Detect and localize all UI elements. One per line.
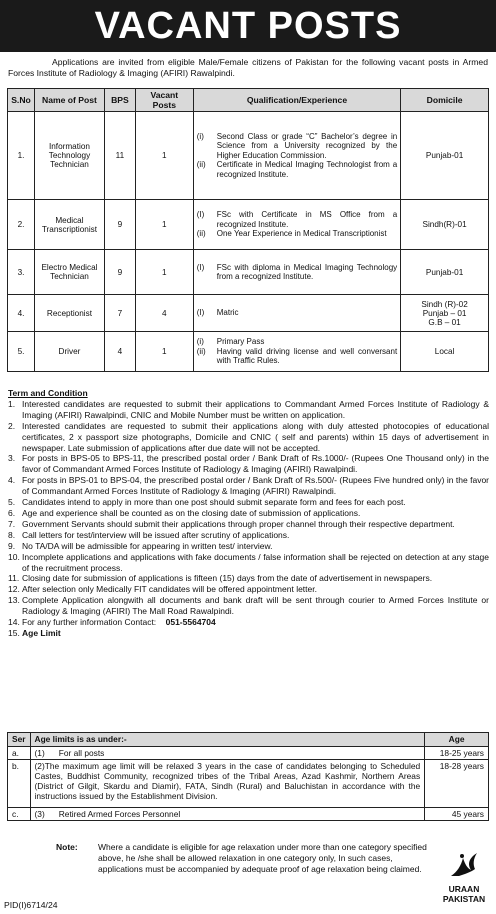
cell-sno: 2.	[8, 200, 35, 250]
term-item-age-limit: 15. Age Limit	[8, 627, 61, 638]
posts-table-header	[8, 89, 489, 112]
term-item	[8, 573, 489, 584]
term-text: No TA/DA will be admissible for appearing in written test/ interview.	[22, 540, 273, 551]
header-bps: BPS	[104, 89, 135, 112]
term-number: 6.	[8, 507, 16, 518]
cell-domicile: Local	[401, 332, 489, 372]
term-number: 12.	[8, 584, 20, 595]
term-text: Age and experience shall be counted as on the closing date of submission of applications.	[22, 507, 361, 518]
cell-post-name: Electro Medical Technician	[34, 250, 104, 295]
logo-line-1: URAAN	[448, 884, 480, 894]
logo-line-2: PAKISTAN	[442, 893, 486, 904]
table-row	[8, 808, 489, 821]
term-item	[8, 453, 489, 475]
table-row	[8, 332, 489, 372]
cell-domicile: Punjab-01	[401, 250, 489, 295]
note-text: Where a candidate is eligible for age relaxation under more than one category specified above, he /she shall be allowed relaxation in one category only, In such cases, applications must be accompanied by adequate proof of age relaxation being claimed.	[98, 842, 427, 874]
qualification-item: (ii) One Year Experience in Medical Transcriptionist	[196, 229, 387, 239]
term-item-contact: 14. For any further information Contact: 051-5564704	[8, 617, 216, 628]
term-item	[8, 541, 489, 552]
term-text: Interested candidates are requested to submit their applications to Commandant Armed Forces Institute of Radiology & Imaging (AFIRI) Rawalpindi, CNIC and Mobile Number must be written on application.	[22, 398, 489, 420]
cell-age: 18-25 years	[425, 747, 489, 760]
term-number: 4.	[8, 475, 16, 486]
term-text: Incomplete applications and applications with fake documents / false information shall be rejected on detection at any stage of the recruitment process.	[22, 551, 489, 573]
term-text: Call letters for test/interview will be issued after scrutiny of applications.	[22, 529, 290, 540]
cell-domicile: Sindh(R)-01	[401, 200, 489, 250]
qualification-item: (ii) Certificate in Medical Imaging Technologist from a recognized Institute.	[196, 160, 398, 179]
intro-paragraph	[8, 57, 488, 79]
cell-qualification	[193, 200, 400, 250]
cell-age-rule: (1) For all posts	[30, 747, 425, 760]
terms-heading: Term and Condition	[8, 388, 88, 398]
page-title: VACANT POSTS	[94, 4, 402, 47]
qualification-item: (I) FSc with Certificate in MS Office from a recognized Institute.	[196, 210, 398, 229]
header-sno: S.No	[8, 89, 35, 112]
cell-post-name: Medical Transcriptionist	[34, 200, 104, 250]
cell-domicile: Punjab-01	[401, 112, 489, 200]
term-number: 1.	[8, 398, 16, 409]
header-vacant-posts: Vacant Posts	[135, 89, 193, 112]
cell-sno: 3.	[8, 250, 35, 295]
term-text: Interested candidates are requested to submit their applications along with duly attested photocopies of educational certificates, 2 x passport size photographs, Domicile and CNIC ( self and parents) within 15 days of advertisement in newspaper. Late submission of applications after due date will not be accepted.	[22, 420, 489, 453]
cell-vacant: 1	[135, 250, 193, 295]
terms-list	[8, 399, 489, 617]
domicile-line: G.B – 01	[428, 317, 461, 327]
qualification-item: (i) Second Class or grade “C” Bachelor’s degree in Science from a University recognized by the Higher Education Commission.	[196, 131, 398, 160]
cell-vacant: 1	[135, 200, 193, 250]
table-row	[8, 200, 489, 250]
cell-qualification	[193, 250, 400, 295]
term-number: 2.	[8, 420, 16, 431]
term-number: 7.	[8, 518, 16, 529]
cell-qualification	[193, 112, 400, 200]
pid-number: PID(I)6714/24	[4, 900, 58, 910]
cell-bps: 9	[104, 200, 135, 250]
header-age: Age	[425, 733, 489, 747]
term-number: 11.	[8, 573, 20, 584]
term-number: 3.	[8, 453, 16, 464]
term-item	[8, 595, 489, 617]
cell-ser: c.	[8, 808, 31, 821]
header-domicile: Domicile	[401, 89, 489, 112]
term-item	[8, 552, 489, 574]
domicile-line: Punjab – 01	[422, 308, 467, 318]
term-number: 8.	[8, 529, 16, 540]
posts-table	[7, 88, 489, 372]
cell-ser: a.	[8, 747, 31, 760]
cell-qualification	[193, 332, 400, 372]
header-ser: Ser	[8, 733, 31, 747]
cell-domicile	[401, 295, 489, 332]
term-number: 13.	[8, 595, 20, 606]
qualification-item: (I) Matric	[196, 308, 239, 318]
term-item	[8, 497, 489, 508]
term-item	[8, 508, 489, 519]
note-label: Note:	[56, 842, 78, 852]
note-section	[56, 842, 436, 875]
domicile-line: Sindh (R)-02	[421, 299, 468, 309]
term-item	[8, 530, 489, 541]
table-row	[8, 760, 489, 808]
cell-ser: b.	[8, 760, 31, 808]
cell-bps: 7	[104, 295, 135, 332]
cell-bps: 4	[104, 332, 135, 372]
uraan-pakistan-logo	[436, 850, 492, 904]
cell-vacant: 1	[135, 332, 193, 372]
qualification-item: (ii) Having valid driving license and well conversant with Traffic Rules.	[196, 346, 398, 366]
term-item	[8, 475, 489, 497]
qualification-item: (I) FSc with diploma in Medical Imaging Technology from a recognized Institute.	[196, 262, 398, 281]
term-text: For posts in BPS-01 to BPS-04, the prescribed postal order / Bank Draft of Rs.500/- (Rupees Five hundred only) in the favor of Commandant Armed Forces Institute of Radiology & Imaging (AFIRI) Rawalpindi.	[22, 475, 489, 497]
cell-age-rule: (2)The maximum age limit will be relaxed 3 years in the case of candidates belonging to Scheduled Castes, Buddhist Community, recognized tribes of the Tribal Areas, Azad Kashmir, Northern Areas (District of Gilgit, Skardu and Diamir), FATA, Sindh (Rural) and Baluchistan in accordance with the instructions issued by the Establishment Division.	[30, 760, 425, 808]
cell-bps: 9	[104, 250, 135, 295]
term-item	[8, 399, 489, 421]
table-row	[8, 295, 489, 332]
term-text: Government Servants should submit their applications through proper channel through their respective department.	[22, 518, 455, 529]
qualification-item: (i) Primary Pass	[196, 337, 265, 347]
table-row	[8, 112, 489, 200]
term-number: 5.	[8, 497, 16, 508]
header-qualification: Qualification/Experience	[193, 89, 400, 112]
cell-vacant: 1	[135, 112, 193, 200]
cell-sno: 1.	[8, 112, 35, 200]
cell-post-name: Information Technology Technician	[34, 112, 104, 200]
terms-section	[8, 388, 489, 639]
cell-age-rule: (3) Retired Armed Forces Personnel	[30, 808, 425, 821]
term-number: 10.	[8, 551, 20, 562]
term-item	[8, 421, 489, 454]
header-banner	[0, 0, 496, 52]
cell-post-name: Driver	[34, 332, 104, 372]
cell-qualification	[193, 295, 400, 332]
term-text: Closing date for submission of applications is fifteen (15) days from the date of advertisement in newspapers.	[22, 573, 433, 584]
contact-phone: 051-5564704	[165, 617, 216, 628]
table-row	[8, 250, 489, 295]
cell-age: 18-28 years	[425, 760, 489, 808]
term-text: Candidates intend to apply in more than one post should submit separate form and fees for each post.	[22, 497, 406, 508]
term-text: Complete Application alongwith all documents and bank draft will be sent through courier to Armed Forces Institute or Radiology & Imaging (AFIRI) The Mall Road Rawalpindi.	[22, 595, 489, 617]
term-item	[8, 584, 489, 595]
cell-sno: 4.	[8, 295, 35, 332]
term-number: 9.	[8, 540, 16, 551]
cell-post-name: Receptionist	[34, 295, 104, 332]
term-item	[8, 519, 489, 530]
age-table-header	[8, 733, 489, 747]
cell-age: 45 years	[425, 808, 489, 821]
cell-bps: 11	[104, 112, 135, 200]
header-age-limits: Age limits is as under:-	[30, 733, 425, 747]
intro-text: Applications are invited from eligible Male/Female citizens of Pakistan for the following vacant posts in Armed Forces Institute of Radiology & Imaging (AFIRI) Rawalpindi.	[8, 57, 488, 78]
term-text: For posts in BPS-05 to BPS-11, the prescribed postal order / Bank Draft of Rs.1000/- (Rupees One Thousand only) in the favor of Commandant Armed Forces Institute of Radiology & Imaging (AFIRI) Rawalpindi.	[22, 453, 489, 475]
header-name-of-post: Name of Post	[34, 89, 104, 112]
table-row	[8, 747, 489, 760]
cell-sno: 5.	[8, 332, 35, 372]
cell-vacant: 4	[135, 295, 193, 332]
bird-logo-icon	[447, 850, 481, 880]
age-limit-table	[7, 732, 489, 821]
term-text: After selection only Medically FIT candidates will be offered appointment letter.	[22, 584, 317, 595]
